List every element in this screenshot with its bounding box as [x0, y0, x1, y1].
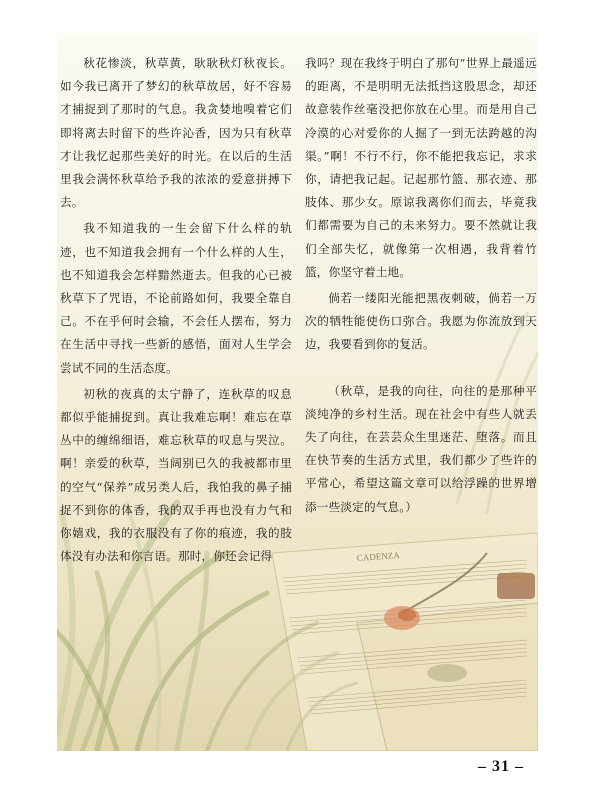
article-paragraph: 我不知道我的一生会留下什么样的轨迹，也不知道我会拥有一个什么样的人生，也不知道我会怎样黯然逝去。但我的心已被秋草下了咒语，不论前路如何，我要全靠自己。不在乎何时会输，不会任人摆布，努力在生活中寻找一些新的感悟，面对人生学会尝试不同的生活态度。 — [60, 221, 292, 375]
article-paragraph: 我吗？现在我终于明白了那句“世界上最遥远的距离，不是明明无法抵挡这股思念，却还故意装作丝毫没把你放在心里。而是用自己冷漠的心对爱你的人掘了一到无法跨越的沟渠。”啊！不行不行，你不能把我忘记，求求你，请把我记起。记起那竹篮、那衣迹、那肢体、那少女。原谅我离你们而去，毕竟我们都需要为自己的未来努力。要不然就让我们全部失忆，就像第一次相遇，我背着竹篮，你坚守着土地。 — [305, 56, 537, 279]
article-note-paragraph: （秋草，是我的向往，向往的是那种平淡纯净的乡村生活。现在社会中有些人就丢失了向往，在芸芸众生里迷茫、堕落。而且在快节奏的生活方式里，我们都少了些许的平常心，希望这篇文章可以给浮躁的世界增添一些淡定的气息。） — [305, 383, 537, 514]
sheet-music — [272, 533, 538, 751]
article-paragraph: 初秋的夜真的太宁静了，连秋草的叹息都似乎能捕捉到。真让我难忘啊！难忘在草丛中的缠绵细语，难忘秋草的叹息与哭泣。啊！亲爱的秋草，当阔别已久的我被都市里的空气“保养”成另类人后，我怕我的鼻子捕捉不到你的体香，我的双手再也没有力气和你嬉戏，我的衣服没有了你的痕迹，我的肢体没有办法和你言语。那时，你还会记得 — [60, 386, 292, 564]
article-right-column — [305, 52, 537, 522]
article-left-column — [60, 52, 292, 571]
article-paragraph: 倘若一缕阳光能把黑夜刺破，倘若一万次的牺牲能使伤口弥合。我愿为你流放到天边，我要看到你的复活。 — [305, 291, 537, 352]
sheet-music-title: CADENZA — [356, 550, 401, 563]
article-paragraph: 秋花惨淡，秋草黄，耿耿秋灯秋夜长。如今我已离开了梦幻的秋草故居，好不容易才捕捉到了那时的气息。我贪婪地嗅着它们即将离去时留下的些许沁香，因为只有秋草才让我忆起那些美好的时光。在以后的生活里我会满怀秋草给予我的浓浓的爱意拼搏下去。 — [60, 56, 292, 210]
page-number: – 31 – — [478, 758, 524, 775]
